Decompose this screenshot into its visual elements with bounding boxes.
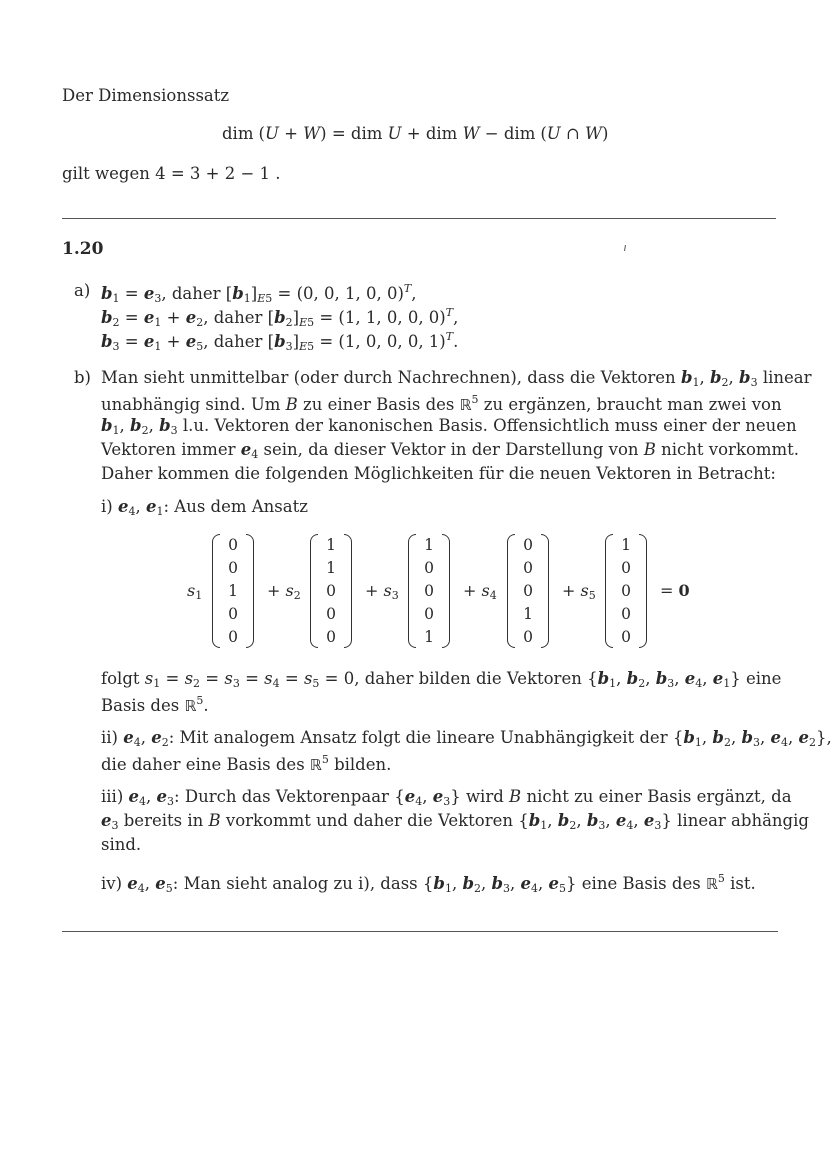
case-iii-text: $e_3$ bereits in B vorkommt und daher die Vektoren {$b_1$, $b_2$, $b_3$, $e_4$, $e_3$} linear abhängig xyxy=(101,811,809,832)
coefficient-s2: + $s_2$ xyxy=(267,581,301,602)
word-daher: daher xyxy=(213,308,263,327)
stray-mark xyxy=(624,236,626,242)
column-vector: 0 0 1 0 0 xyxy=(212,534,254,648)
section-divider xyxy=(62,218,776,219)
part-b-line: $b_1$, $b_2$, $b_3$ l.u. Vektoren der kanonischen Basis. Offensichtlich muss einer der neuen xyxy=(101,416,797,437)
section-divider xyxy=(62,931,778,932)
case-ii-text: die daher eine Basis des ℝ$^5$ bilden. xyxy=(101,753,392,774)
dimension-formula: dim (U + W) = dim U + dim W − dim (U ∩ W) xyxy=(222,124,609,143)
word-daher: daher xyxy=(171,284,221,303)
column-vector: 1 0 0 0 0 xyxy=(605,534,647,648)
column-vector: 1 0 0 0 1 xyxy=(408,534,450,648)
coefficient-s1: $s_1$ xyxy=(187,581,203,602)
case-i-label: i) xyxy=(101,497,113,516)
case-i-heading: i) $e_4$, $e_1$: Aus dem Ansatz xyxy=(101,497,308,518)
coefficient-s5: + $s_5$ xyxy=(562,581,596,602)
problem-number: 1.20 xyxy=(62,239,104,259)
case-i-conclusion: Basis des ℝ$^5$. xyxy=(101,694,209,715)
equals-zero: = 0 xyxy=(660,581,690,600)
column-vector: 0 0 0 1 0 xyxy=(507,534,549,648)
case-i-conclusion: folgt $s_1 = s_2 = s_3 = s_4 = s_5 = 0$, daher bilden die Vektoren {$b_1$, $b_2$, $b_3$, $e_4$, $e_1$} eine xyxy=(101,669,782,690)
word-daher: daher xyxy=(213,332,263,351)
b2-coordinates: (1, 1, 0, 0, 0) xyxy=(338,308,446,327)
intro-line: gilt wegen 4 = 3 + 2 − 1 . xyxy=(62,164,281,183)
b3-coordinates: (1, 0, 0, 0, 1) xyxy=(338,332,446,351)
part-b-line: unabhängig sind. Um B zu einer Basis des ℝ$^5$ zu ergänzen, braucht man zwei von xyxy=(101,393,782,414)
intro-line: Der Dimensionssatz xyxy=(62,86,230,105)
b1-coordinates: (0, 0, 1, 0, 0) xyxy=(296,284,404,303)
case-iii-text: sind. xyxy=(101,835,142,854)
part-a-line: $b_2 = e_1 + e_2$, daher $[b_2]_{E5} = (1$, 1, 0, 0, 0)$^T$, xyxy=(101,306,459,329)
case-iv-text: iv) $e_4$, $e_5$: Man sieht analog zu i), dass {$b_1$, $b_2$, $b_3$, $e_4$, $e_5$} eine Basis des ℝ$^5$ ist. xyxy=(101,872,756,895)
part-b-label: b) xyxy=(74,368,91,387)
case-iii-text: iii) $e_4$, $e_3$: Durch das Vektorenpaar {$e_4$, $e_3$} wird B nicht zu einer Basis ergänzt, da xyxy=(101,787,792,808)
case-ii-text: ii) $e_4$, $e_2$: Mit analogem Ansatz folgt die lineare Unabhängigkeit der {$b_1$, $b_2$, $b_3$, $e_4$, $e_2$}, xyxy=(101,728,832,749)
part-a-label: a) xyxy=(74,281,91,300)
part-a-line: $b_3 = e_1 + e_5$, daher $[b_3]_{E5} = (1$, 0, 0, 0, 1)$^T$. xyxy=(101,330,459,353)
coefficient-s4: + $s_4$ xyxy=(463,581,497,602)
part-a-line: $b_1 = e_3$, daher $[b_1]_{E5} = (0$, 0, 1, 0, 0)$^T$, xyxy=(101,282,417,305)
part-b-line: Daher kommen die folgenden Möglichkeiten für die neuen Vektoren in Betracht: xyxy=(101,464,776,483)
coefficient-s3: + $s_3$ xyxy=(365,581,399,602)
part-b-line: Man sieht unmittelbar (oder durch Nachrechnen), dass die Vektoren $b_1$, $b_2$, $b_3$ linear xyxy=(101,368,812,389)
column-vector: 1 1 0 0 0 xyxy=(310,534,352,648)
part-b-line: Vektoren immer $e_4$ sein, da dieser Vektor in der Darstellung von B nicht vorkommt. xyxy=(101,440,800,461)
